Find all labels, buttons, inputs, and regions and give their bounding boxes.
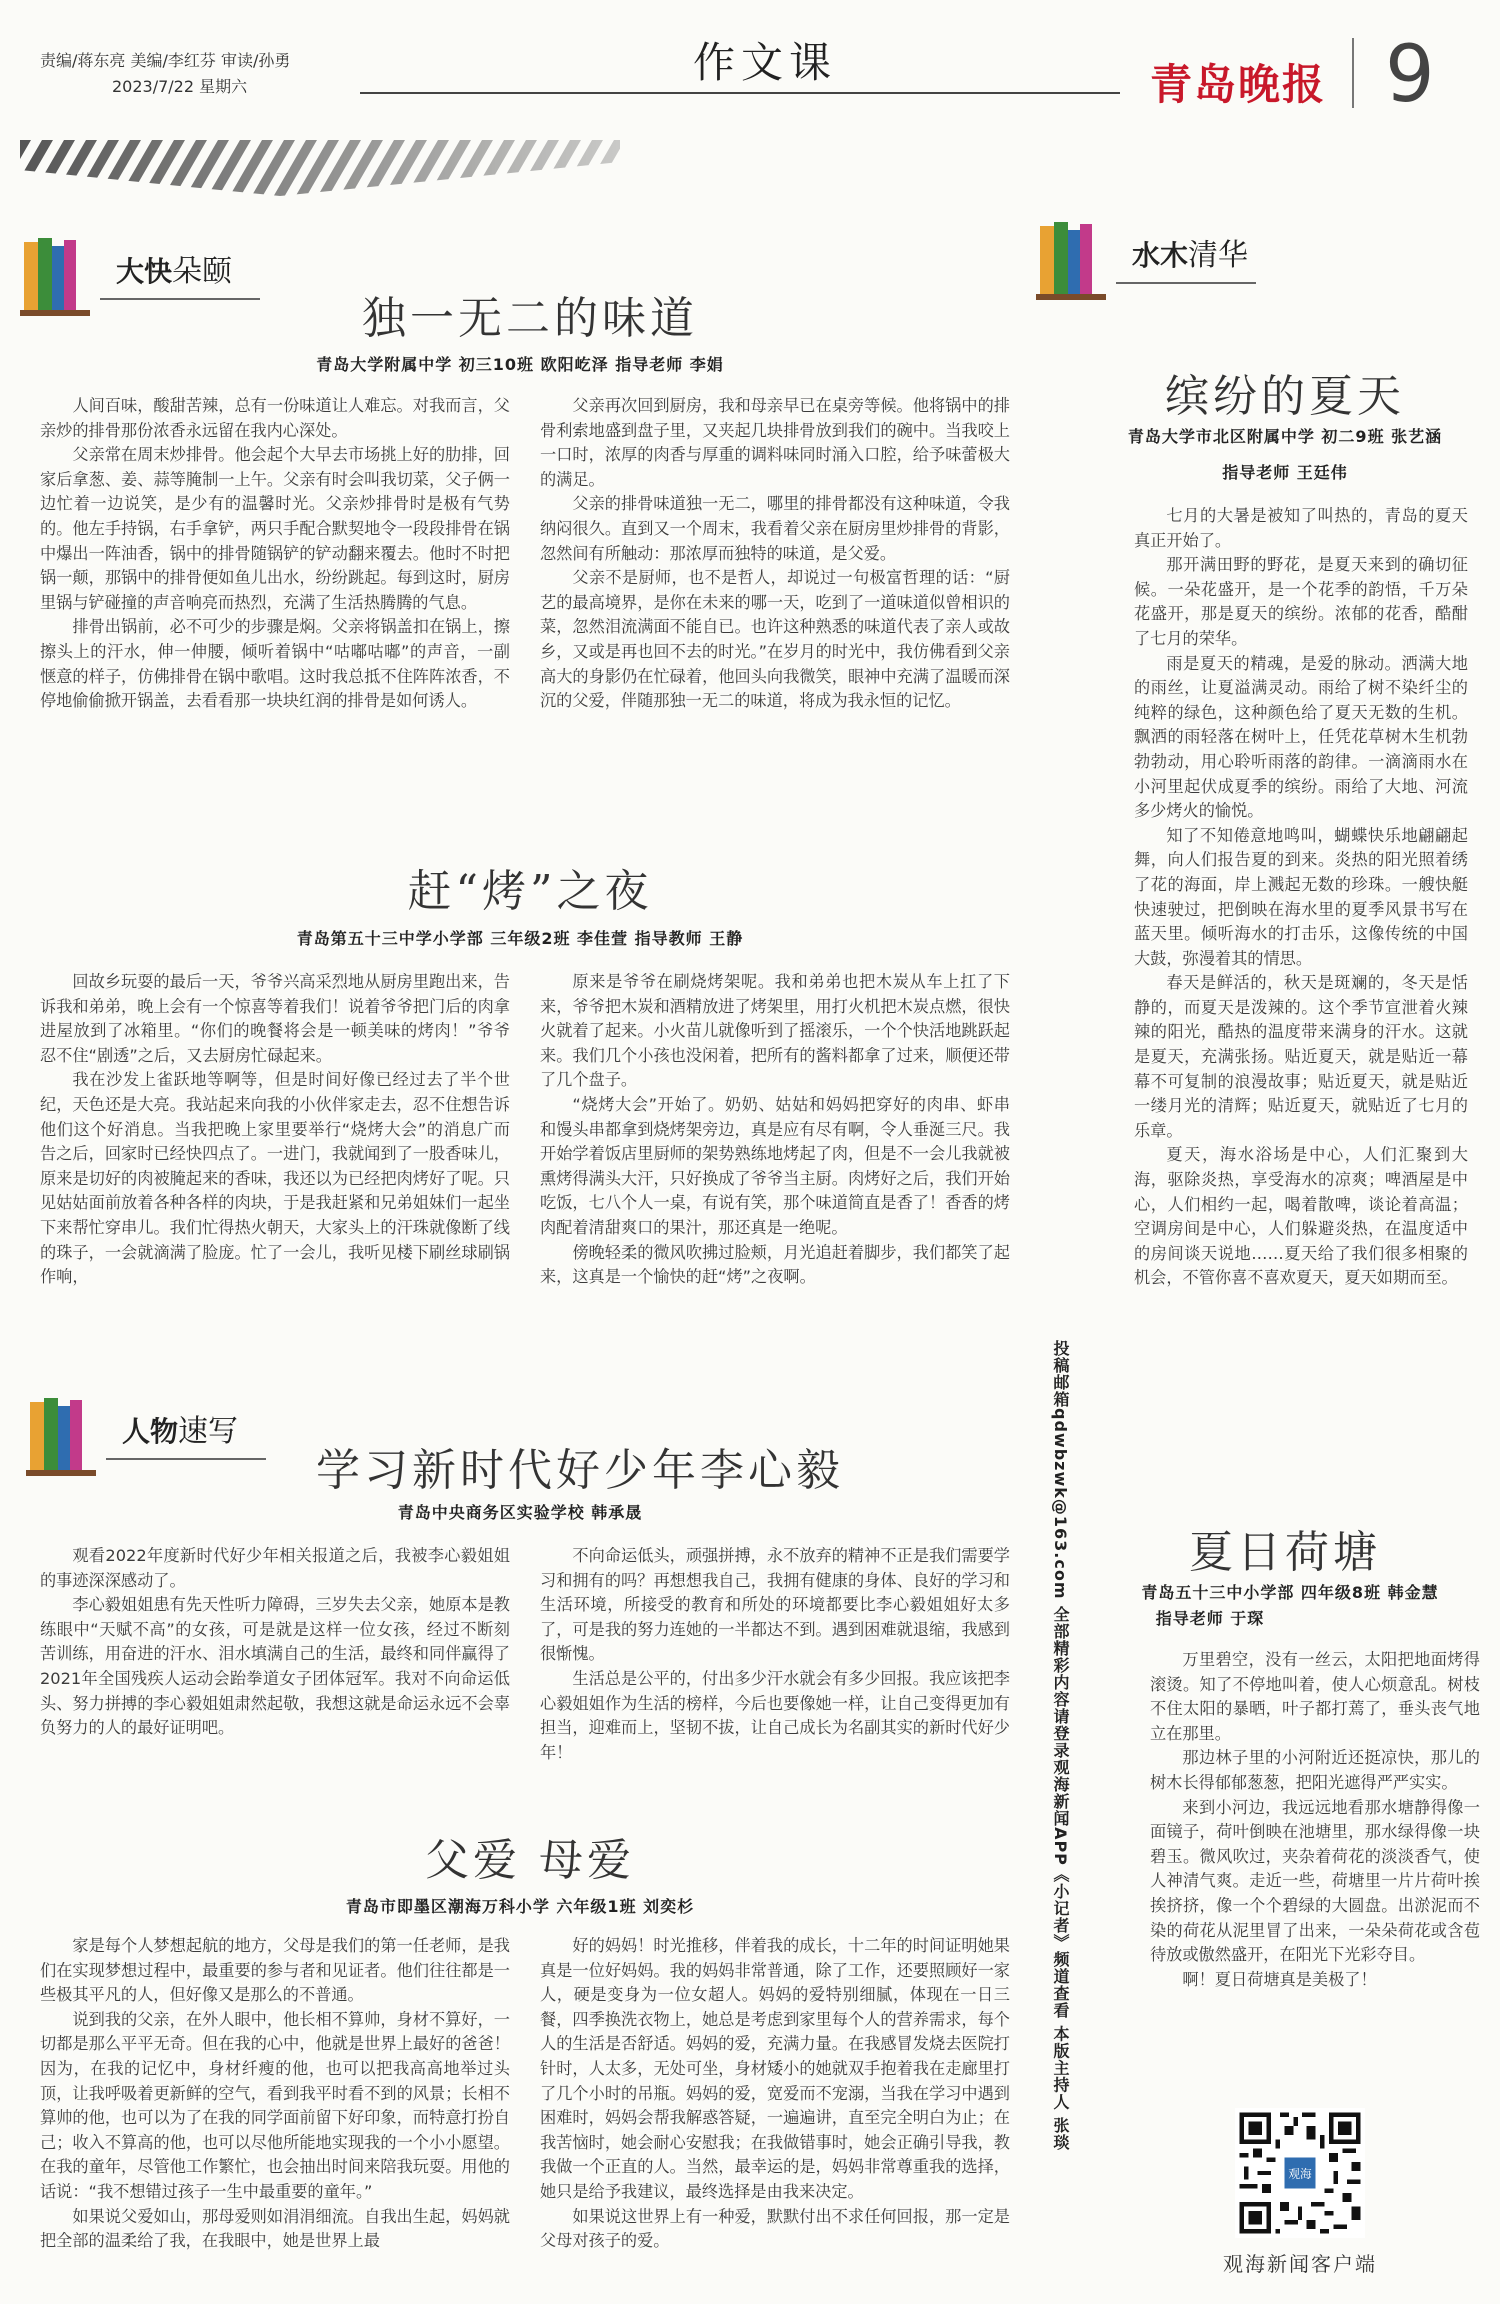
article-3-col-left <box>40 1544 510 1765</box>
paragraph: 那开满田野的野花，是夏天来到的确切征候。一朵花盛开，是一个花季的韵悟，千万朵花盛开，那是夏天的缤纷。浓郁的花香，酷酣了七月的荣华。 <box>1134 555 1468 648</box>
article-2-col-right <box>540 970 1010 1290</box>
article-4-body <box>40 1934 1010 2254</box>
paragraph: 家是每个人梦想起航的地方，父母是我们的第一任老师，是我们在实现梦想过程中，最重要的参与者和见证者。他们往往都是一些极其平凡的人，但好像又是那么的不普通。 <box>40 1936 510 2005</box>
paragraph: 生活总是公平的，付出多少汗水就会有多少回报。我应该把李心毅姐姐作为生活的榜样，今后也要像她一样，让自己变得更加有担当，迎难而上，坚韧不拔，让自己成长为名副其实的新时代好少年！ <box>540 1668 1010 1762</box>
article-6-title: 夏日荷塘 <box>1189 1527 1381 1578</box>
paragraph: 观看2022年度新时代好少年相关报道之后，我被李心毅姐姐的事迹深深感动了。 <box>40 1546 510 1590</box>
article-1-col-left <box>40 394 510 714</box>
header-rule <box>360 92 1120 94</box>
paragraph: 父亲再次回到厨房，我和母亲早已在桌旁等候。他将锅中的排骨利索地盛到盘子里，又夹起几块排骨放到我们的碗中。当我咬上一口时，浓厚的肉香与厚重的调料味同时涌入口腔，给予味蕾极大的满足。 <box>540 396 1010 489</box>
article-1-byline: 青岛大学附属中学 初三10班 欧阳屹泽 指导老师 李娟 <box>316 355 724 374</box>
header-divider <box>1352 38 1354 108</box>
paragraph: 万里碧空，没有一丝云，太阳把地面烤得滚烫。知了不停地叫着，使人心烦意乱。树枝不住太阳的暴晒，叶子都打蔫了，垂头丧气地立在那里。 <box>1150 1650 1480 1743</box>
submission-note: 投稿邮箱qdwbzwk@163.com 全部精彩内容请登录观海新闻APP《小记者》频道查看 本版主持人 张琰 <box>1051 1340 1070 2152</box>
paragraph: 回故乡玩耍的最后一天，爷爷兴高采烈地从厨房里跑出来，告诉我和弟弟，晚上会有一个惊喜等着我们！说着爷爷把门后的肉拿进屋放到了冰箱里。“你们的晚餐将会是一顿美味的烤肉！”爷爷忍不住“剧透”之后，又去厨房忙碌起来。 <box>40 972 510 1065</box>
section-2-rest: 速写 <box>178 1414 239 1449</box>
paragraph: 不向命运低头，顽强拼搏，永不放弃的精神不正是我们需要学习和拥有的吗？再想想我自己，我拥有健康的身体、良好的学习和生活环境，所接受的教育和所处的环境都要比李心毅姐姐好太多了，可是我的努力连她的一半都达不到。遇到困难就退缩，我感到很惭愧。 <box>540 1546 1010 1664</box>
article-5-body <box>1134 504 1468 1291</box>
newspaper-logo: 青岛晚报 <box>1150 60 1327 109</box>
section-tag-2 <box>26 1396 266 1460</box>
paragraph: 春天是鲜活的，秋天是斑斓的，冬天是恬静的，而夏天是泼辣的。这个季节宣泄着火辣辣的阳光，酷热的温度带来满身的汗水。这就是夏天，充满张扬。贴近夏天，就是贴近一幕幕不可复制的浪漫故事；贴近夏天，就是贴近一缕月光的清辉；贴近夏天，就贴近了七月的乐章。 <box>1134 973 1468 1140</box>
article-1-body <box>40 394 1010 714</box>
paragraph: 如果说这世界上有一种爱，默默付出不求任何回报，那一定是父母对孩子的爱。 <box>540 2206 1010 2251</box>
article-1-col-right <box>540 394 1010 714</box>
paragraph: 七月的大暑是被知了叫热的，青岛的夏天真正开始了。 <box>1134 506 1468 550</box>
article-3-title: 学习新时代好少年李心毅 <box>316 1445 844 1496</box>
article-2-col-left <box>40 970 510 1290</box>
article-3-body <box>40 1544 1010 1765</box>
paragraph: 我在沙发上雀跃地等啊等，但是时间好像已经过去了半个世纪，天色还是大亮。我站起来向我的小伙伴家走去，忍不住想告诉他们这个好消息。当我把晚上家里要举行“烧烤大会”的消息广而告之后，回家时已经快四点了。一进门，我就闻到了一股香味儿，原来是切好的肉被腌起来的香味，我还以为已经把肉烤好了呢。只见姑姑面前放着各种各样的肉块，于是我赶紧和兄弟姐妹们一起坐下来帮忙穿串儿。我们忙得热火朝天，大家头上的汗珠就像断了线的珠子，一会就滴满了脸庞。忙了一会儿，我听见楼下刷丝球刷锅作响， <box>40 1070 510 1287</box>
books-icon <box>20 236 110 318</box>
article-3-byline: 青岛中央商务区实验学校 韩承晟 <box>397 1503 643 1522</box>
article-2-body <box>40 970 1010 1290</box>
section-3-bold: 水木 <box>1132 239 1189 272</box>
section-1-rest: 朵颐 <box>172 254 233 289</box>
issue-date: 2023/7/22 星期六 <box>112 77 248 96</box>
paragraph: 啊！夏日荷塘真是美极了！ <box>1182 1969 1377 1989</box>
section-tag-3 <box>1036 220 1276 284</box>
article-4-byline: 青岛市即墨区潮海万科小学 六年级1班 刘奕杉 <box>345 1897 695 1916</box>
article-6-body <box>1150 1648 1480 1992</box>
paragraph: 人间百味，酸甜苦辣，总有一份味道让人难忘。对我而言，父亲炒的排骨那份浓香永远留在我内心深处。 <box>40 396 510 440</box>
qr-code[interactable] <box>1235 2108 1365 2238</box>
article-5-title: 缤纷的夏天 <box>1165 371 1405 422</box>
paragraph: 如果说父爱如山，那母爱则如涓涓细流。自我出生起，妈妈就把全部的温柔给了我，在我眼中，她是世界上最 <box>40 2206 510 2251</box>
paragraph: 父亲的排骨味道独一无二，哪里的排骨都没有这种味道，令我纳闷很久。直到又一个周末，我看着父亲在厨房里炒排骨的背影，忽然间有所触动：那浓厚而独特的味道，是父爱。 <box>540 494 1010 563</box>
paragraph: “烧烤大会”开始了。奶奶、姑姑和妈妈把穿好的肉串、虾串和馒头串都拿到烧烤架旁边，真是应有尽有啊，令人垂涎三尺。我开始学着饭店里厨师的架势熟练地烤起了肉，但是不一会儿我就被熏烤得满头大汗，只好换成了爷爷当主厨。肉烤好之后，我们开始吃饭，七八个人一桌，有说有笑，那个味道简直是香了！香香的烤肉配着清甜爽口的果汁，那还真是一绝呢。 <box>540 1094 1010 1237</box>
article-4-col-right <box>540 1934 1010 2254</box>
books-icon <box>1036 220 1126 302</box>
page-number: 9 <box>1385 30 1435 120</box>
column-title: 作文课 <box>692 38 837 87</box>
paragraph: 父亲不是厨师，也不是哲人，却说过一句极富哲理的话：“厨艺的最高境界，是你在未来的哪一天，吃到了一道味道似曾相识的菜，忽然泪流满面不能自已。也许这种熟悉的味道代表了亲人或故乡，又或是再也回不去的时光。”在岁月的时光中，我仿佛看到父亲高大的身影仍在忙碌着，他回头向我微笑，眼神中充满了温暖而深沉的父爱，伴随那独一无二的味道，将成为我永恒的记忆。 <box>540 568 1010 711</box>
article-4-title: 父爱 母爱 <box>425 1835 635 1886</box>
paragraph: 知了不知倦意地鸣叫，蝴蝶快乐地翩翩起舞，向人们报告夏的到来。炎热的阳光照着绣了花的海面，岸上溅起无数的珍珠。一艘快艇快速驶过，把倒映在海水里的夏季风景书写在蓝天里。倾听海水的打击乐，这像传统的中国大鼓，弥漫着其的情思。 <box>1134 825 1468 968</box>
article-2-byline: 青岛第五十三中学小学部 三年级2班 李佳萱 指导教师 王静 <box>296 929 744 948</box>
article-3-col-right <box>540 1544 1010 1765</box>
section-2-bold: 人物 <box>122 1415 179 1448</box>
paragraph: 原来是爷爷在刷烧烤架呢。我和弟弟也把木炭从车上扛了下来，爷爷把木炭和酒精放进了烤架里，用打火机把木炭点燃，很快火就着了起来。小火苗儿就像听到了摇滚乐，一个个快活地跳跃起来。我们几个小孩也没闲着，把所有的酱料都拿了过来，顺便还带了几个盘子。 <box>540 972 1010 1090</box>
paragraph: 傍晚轻柔的微风吹拂过脸颊，月光追赶着脚步，我们都笑了起来，这真是一个愉快的赶“烤”之夜啊。 <box>540 1242 1010 1287</box>
qr-caption: 观海新闻客户端 <box>1223 2252 1377 2276</box>
article-6-byline: 青岛五十三中小学部 四年级8班 韩金慧 <box>1141 1583 1439 1602</box>
article-4-col-left <box>40 1934 510 2254</box>
credits-editors: 责编/蒋东亮 美编/李红芬 审读/孙勇 <box>40 51 291 70</box>
decorative-stripe <box>20 140 620 196</box>
article-6-advisor: 指导老师 于琛 <box>1155 1609 1265 1628</box>
section-1-bold: 大快 <box>116 255 173 288</box>
paragraph: 好的妈妈！时光推移，伴着我的成长，十二年的时间证明她果真是一位好妈妈。我的妈妈非常普通，除了工作，还要照顾好一家人，硬是变身为一位女超人。妈妈的爱特别细腻，体现在一日三餐，四季换洗衣物上，她总是考虑到家里每个人的营养需求，每个人的生活是否舒适。妈妈的爱，充满力量。在我感冒发烧去医院打针时，人太多，无处可坐，身材矮小的她就双手抱着我在走廊里打了几个小时的吊瓶。妈妈的爱，宽爱而不宠溺，当我在学习中遇到困难时，妈妈会帮我解惑答疑，一遍遍讲，直至完全明白为止；在我苦恼时，她会耐心安慰我；在我做错事时，她会正确引导我，教我做一个正直的人。当然，最幸运的是，妈妈非常尊重我的选择，她只是给予我建议，最终选择是由我来决定。 <box>540 1936 1010 2201</box>
paragraph: 父亲常在周末炒排骨。他会起个大早去市场挑上好的肋排，回家后拿葱、姜、蒜等腌制一上午。父亲有时会叫我切菜，父子俩一边忙着一边说笑，是少有的温馨时光。父亲炒排骨时是极有气势的。他左手持锅，右手拿铲，两只手配合默契地令一段段排骨在锅中爆出一阵油香，锅中的排骨随锅铲的铲动翻来覆去。他时不时把锅一颠，那锅中的排骨便如鱼儿出水，纷纷跳起。每到这时，厨房里锅与铲碰撞的声音响亮而热烈，充满了生活热腾腾的气息。 <box>40 445 510 612</box>
credits <box>40 48 290 100</box>
paragraph: 雨是夏天的精魂，是爱的脉动。洒满大地的雨丝，让夏溢满灵动。雨给了树不染纤尘的纯粹的绿色，这种颜色给了夏天无数的生机。飘洒的雨轻落在树叶上，任凭花草树木生机勃勃勃动，用心聆听雨落的韵律。一滴滴雨水在小河里起伏成夏季的缤纷。雨给了大地、河流多少烤火的愉悦。 <box>1134 653 1468 821</box>
paragraph: 那边林子里的小河附近还挺凉快，那儿的树木长得郁郁葱葱，把阳光遮得严严实实。 <box>1150 1748 1480 1792</box>
article-1-title: 独一无二的味道 <box>362 293 698 344</box>
article-2-title: 赶“烤”之夜 <box>407 866 653 917</box>
paragraph: 来到小河边，我远远地看那水塘静得像一面镜子，荷叶倒映在池塘里，那水绿得像一块碧玉。微风吹过，夹杂着荷花的淡淡香气，使人神清气爽。走近一些，荷塘里一片片荷叶挨挨挤挤，像一个个碧绿的大圆盘。出淤泥而不染的荷花从泥里冒了出来，一朵朵荷花或含苞待放或傲然盛开，在阳光下光彩夺目。 <box>1150 1797 1480 1965</box>
qr-logo: 观海 <box>1288 2166 1312 2181</box>
paragraph: 李心毅姐姐患有先天性听力障碍，三岁失去父亲，她原本是教练眼中“天赋不高”的女孩，可是就是这样一位女孩，经过不断刻苦训练，用奋进的汗水、泪水填满自己的生活，最终和同伴赢得了2021年全国残疾人运动会跆拳道女子团体冠军。我对不向命运低头、努力拼搏的李心毅姐姐肃然起敬，我想这就是命运永远不会辜负努力的人的最好证明吧。 <box>40 1595 510 1738</box>
paragraph: 说到我的父亲，在外人眼中，他长相不算帅，身材不算好，一切都是那么平平无奇。但在我的心中，他就是世界上最好的爸爸！因为，在我的记忆中，身材纤瘦的他，也可以把我高高地举过头顶，让我呼吸着更新鲜的空气，看到我平时看不到的风景；长相不算帅的他，也可以为了在我的同学面前留下好印象，而特意打扮自己；收入不算高的他，也可以尽他所能地实现我的一个小小愿望。在我的童年，尽管他工作繁忙，也会抽出时间来陪我玩耍。用他的话说：“我不想错过孩子一生中最重要的童年。” <box>40 2009 510 2201</box>
section-tag-1 <box>20 236 260 300</box>
paragraph: 夏天，海水浴场是中心，人们汇聚到大海，驱除炎热，享受海水的凉爽；啤酒屋是中心，人们相约一起，喝着散啤，谈论着高温；空调房间是中心，人们躲避炎热，在温度适中的房间谈天说地……夏天给了我们很多相聚的机会，不管你喜不喜欢夏天，夏天如期而至。 <box>1134 1145 1468 1288</box>
article-5-advisor: 指导老师 王廷伟 <box>1222 463 1348 482</box>
section-3-rest: 清华 <box>1188 238 1249 273</box>
paragraph: 排骨出锅前，必不可少的步骤是焖。父亲将锅盖扣在锅上，擦擦头上的汗水，伸一伸腰，倾听着锅中“咕嘟咕嘟”的声音，一副惬意的样子，仿佛排骨在锅中歌唱。这时我总抵不住阵阵浓香，不停地偷偷掀开锅盖，去看看那一块块红润的排骨是如何诱人。 <box>40 617 510 711</box>
article-5-byline: 青岛大学市北区附属中学 初二9班 张艺涵 <box>1127 427 1443 446</box>
books-icon <box>26 1396 116 1478</box>
